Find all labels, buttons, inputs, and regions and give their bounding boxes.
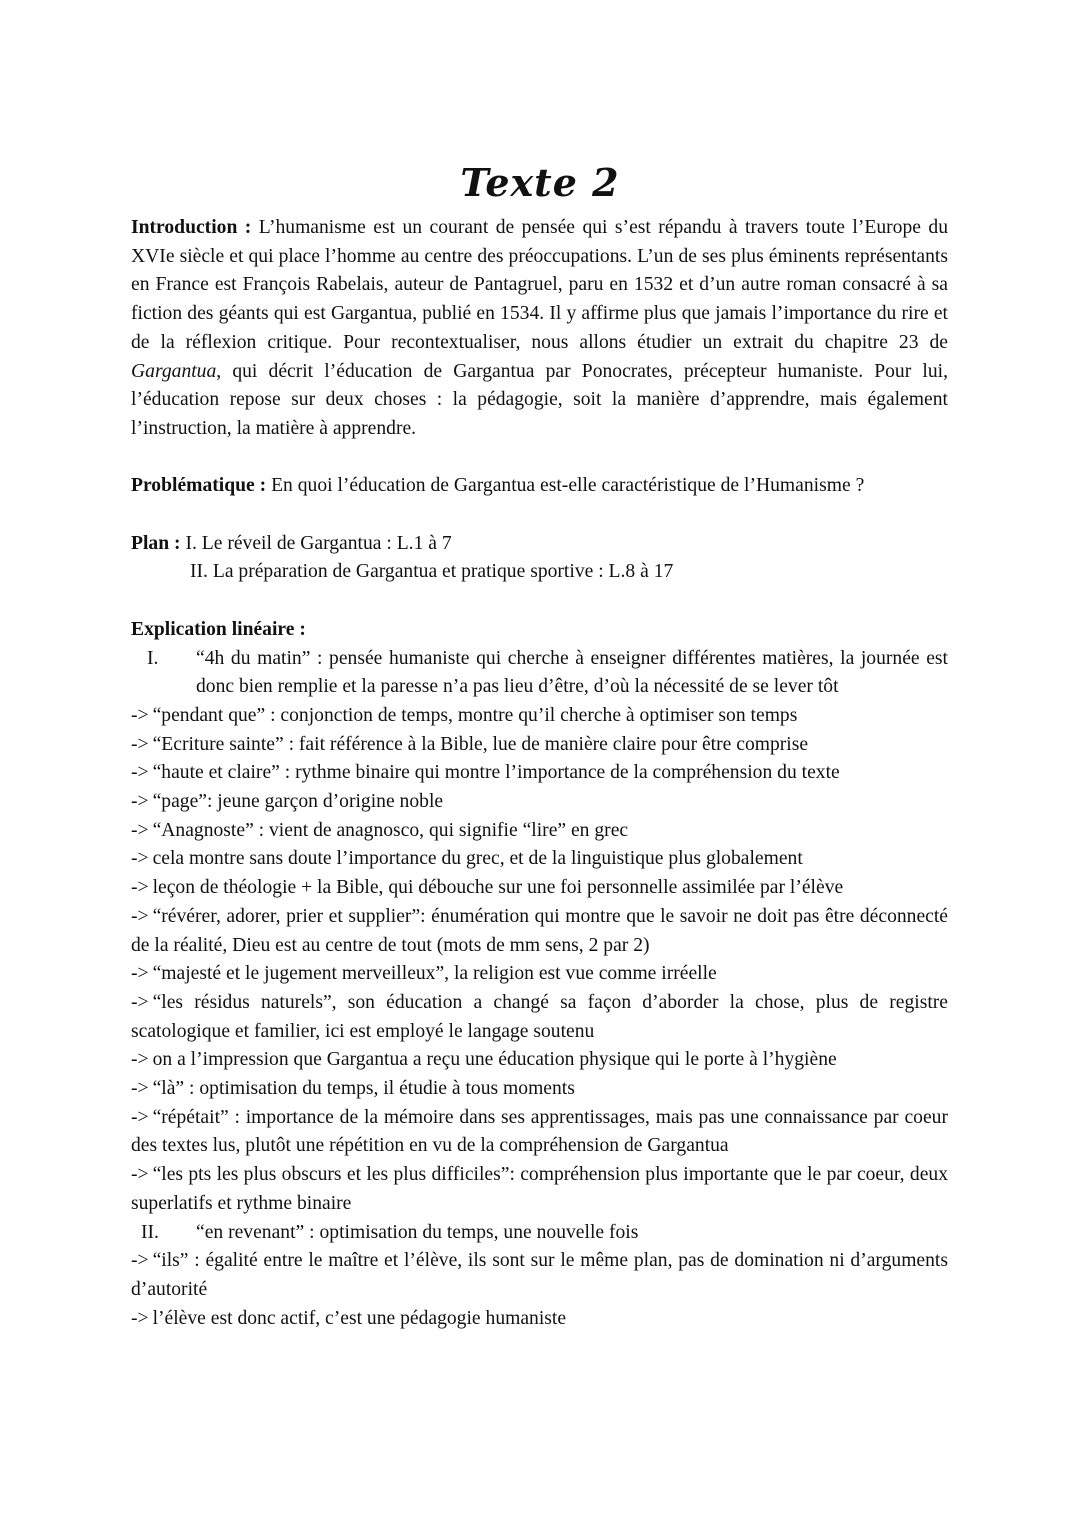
introduction-label: Introduction : [131, 217, 252, 238]
arrow-icon: -> [131, 733, 149, 755]
analysis-point-text: on a l’impression que Gargantua a reçu une éducation physique qui le porte à l’hygiène [152, 1049, 837, 1071]
roman-numeral: II. [141, 1221, 159, 1243]
analysis-point [131, 1305, 948, 1334]
analysis-point-text: l’élève est donc actif, c’est une pédagogie humaniste [152, 1307, 567, 1329]
arrow-icon: -> [131, 819, 149, 841]
arrow-icon: -> [131, 1307, 149, 1329]
arrow-icon: -> [131, 704, 149, 726]
analysis-point-text: “majesté et le jugement merveilleux”, la religion est vue comme irréelle [152, 963, 717, 985]
arrow-icon: -> [131, 877, 149, 899]
analysis-point [131, 845, 948, 874]
analysis-point-text: cela montre sans doute l’importance du grec, et de la linguistique plus globalement [152, 848, 803, 870]
arrow-icon: -> [131, 905, 149, 927]
problematique-label: Problématique : [131, 475, 267, 497]
analysis-point-text: “pendant que” : conjonction de temps, montre qu’il cherche à optimiser son temps [152, 704, 798, 726]
analysis-point-text: leçon de théologie + la Bible, qui débouche sur une foi personnelle assimilée par l’élève [152, 877, 844, 899]
analysis-point [131, 759, 948, 788]
analysis-point [131, 702, 948, 731]
arrow-icon: -> [131, 1049, 149, 1071]
page-title: Texte 2 [460, 160, 620, 206]
roman-numeral: I. [147, 647, 159, 669]
analysis-point-text: “répétait” : importance de la mémoire dans ses apprentissages, mais pas une connaissance par coeur des textes lus, plutôt une répétition en vu de la compréhension de Gargantua [131, 1106, 948, 1157]
problematique-paragraph [131, 472, 948, 501]
introduction-italic-title: Gargantua [131, 360, 217, 382]
arrow-icon: -> [131, 848, 149, 870]
part-2-points [131, 1247, 948, 1333]
plan-line-1 [131, 530, 948, 559]
plan-item: I. Le réveil de Gargantua : L.1 à 7 [185, 532, 452, 554]
explication-section [131, 616, 948, 1334]
analysis-point [131, 1247, 948, 1304]
plan-line-2 [131, 558, 948, 587]
arrow-icon: -> [131, 991, 149, 1013]
analysis-point-text: “Anagnoste” : vient de anagnosco, qui signifie “lire” en grec [152, 819, 629, 841]
analysis-point-text: “Ecriture sainte” : fait référence à la Bible, lue de manière claire pour être comprise [152, 733, 809, 755]
spacer [131, 444, 948, 473]
analysis-point-text: “page”: jeune garçon d’origine noble [152, 791, 444, 813]
analysis-point-text: “haute et claire” : rythme binaire qui montre l’importance de la compréhension du texte [152, 762, 840, 784]
part-1-points [131, 702, 948, 1219]
explication-label: Explication linéaire : [131, 618, 306, 640]
analysis-point [131, 989, 948, 1046]
analysis-point-text: “là” : optimisation du temps, il étudie à tous moments [152, 1078, 575, 1100]
spacer [131, 501, 948, 530]
part-2-text: “en revenant” : optimisation du temps, une nouvelle fois [196, 1221, 639, 1243]
analysis-point [131, 1161, 948, 1218]
part-1-heading [131, 645, 948, 702]
plan-section [131, 530, 948, 587]
analysis-point [131, 1046, 948, 1075]
arrow-icon: -> [131, 1106, 149, 1128]
arrow-icon: -> [131, 963, 149, 985]
analysis-point [131, 1075, 948, 1104]
analysis-point [131, 788, 948, 817]
analysis-point [131, 1104, 948, 1161]
analysis-point-text: “ils” : égalité entre le maître et l’élève, ils sont sur le même plan, pas de domination ni d’arguments d’autorité [131, 1250, 948, 1300]
analysis-point-text: “les pts les plus obscurs et les plus difficiles”: compréhension plus importante que le par coeur, deux superlatifs et rythme binaire [131, 1164, 948, 1214]
spacer [131, 587, 948, 616]
introduction-text-part1: L’humanisme est un courant de pensée qui s’est répandu à travers toute l’Europe du XVIe siècle et qui place l’homme au centre des préoccupations. L’un de ses plus éminents représentants en France est François Rabelais, auteur de Pantagruel, paru en 1532 et d’un autre roman consacré à sa fiction des géants qui est Gargantua, publié en 1534. Il y affirme plus que jamais l’importance du rire et de la réflexion critique. Pour recontextualiser, nous allons étudier un extrait du chapitre 23 de [131, 217, 948, 353]
arrow-icon: -> [131, 1164, 149, 1186]
analysis-point [131, 874, 948, 903]
analysis-point [131, 960, 948, 989]
analysis-point [131, 817, 948, 846]
introduction-paragraph [131, 214, 948, 444]
part-1-text: “4h du matin” : pensée humaniste qui cherche à enseigner différentes matières, la journée est donc bien remplie et la paresse n’a pas lieu d’être, d’où la nécessité de se lever tôt [196, 647, 948, 698]
introduction-text-part2: , qui décrit l’éducation de Gargantua par Ponocrates, précepteur humaniste. Pour lui, l’éducation repose sur deux choses : la pédagogie, soit la manière d’apprendre, mais également l’instruction, la matière à apprendre. [131, 360, 948, 439]
analysis-point-text: “révérer, adorer, prier et supplier”: énumération qui montre que le savoir ne doit pas être déconnecté de la réalité, Dieu est au centre de tout (mots de mm sens, 2 par 2) [131, 905, 948, 956]
plan-item: II. La préparation de Gargantua et pratique sportive : L.8 à 17 [190, 561, 674, 583]
analysis-point [131, 731, 948, 760]
arrow-icon: -> [131, 762, 149, 784]
arrow-icon: -> [131, 1078, 149, 1100]
analysis-point [131, 903, 948, 960]
plan-label: Plan : [131, 532, 181, 554]
part-2-heading [131, 1219, 948, 1248]
arrow-icon: -> [131, 791, 149, 813]
document-body [131, 214, 948, 1333]
analysis-point-text: “les résidus naturels”, son éducation a changé sa façon d’aborder la chose, plus de registre scatologique et familier, ici est employé le langage soutenu [131, 991, 948, 1042]
arrow-icon: -> [131, 1250, 149, 1272]
problematique-text: En quoi l’éducation de Gargantua est-elle caractéristique de l’Humanisme ? [271, 475, 865, 497]
